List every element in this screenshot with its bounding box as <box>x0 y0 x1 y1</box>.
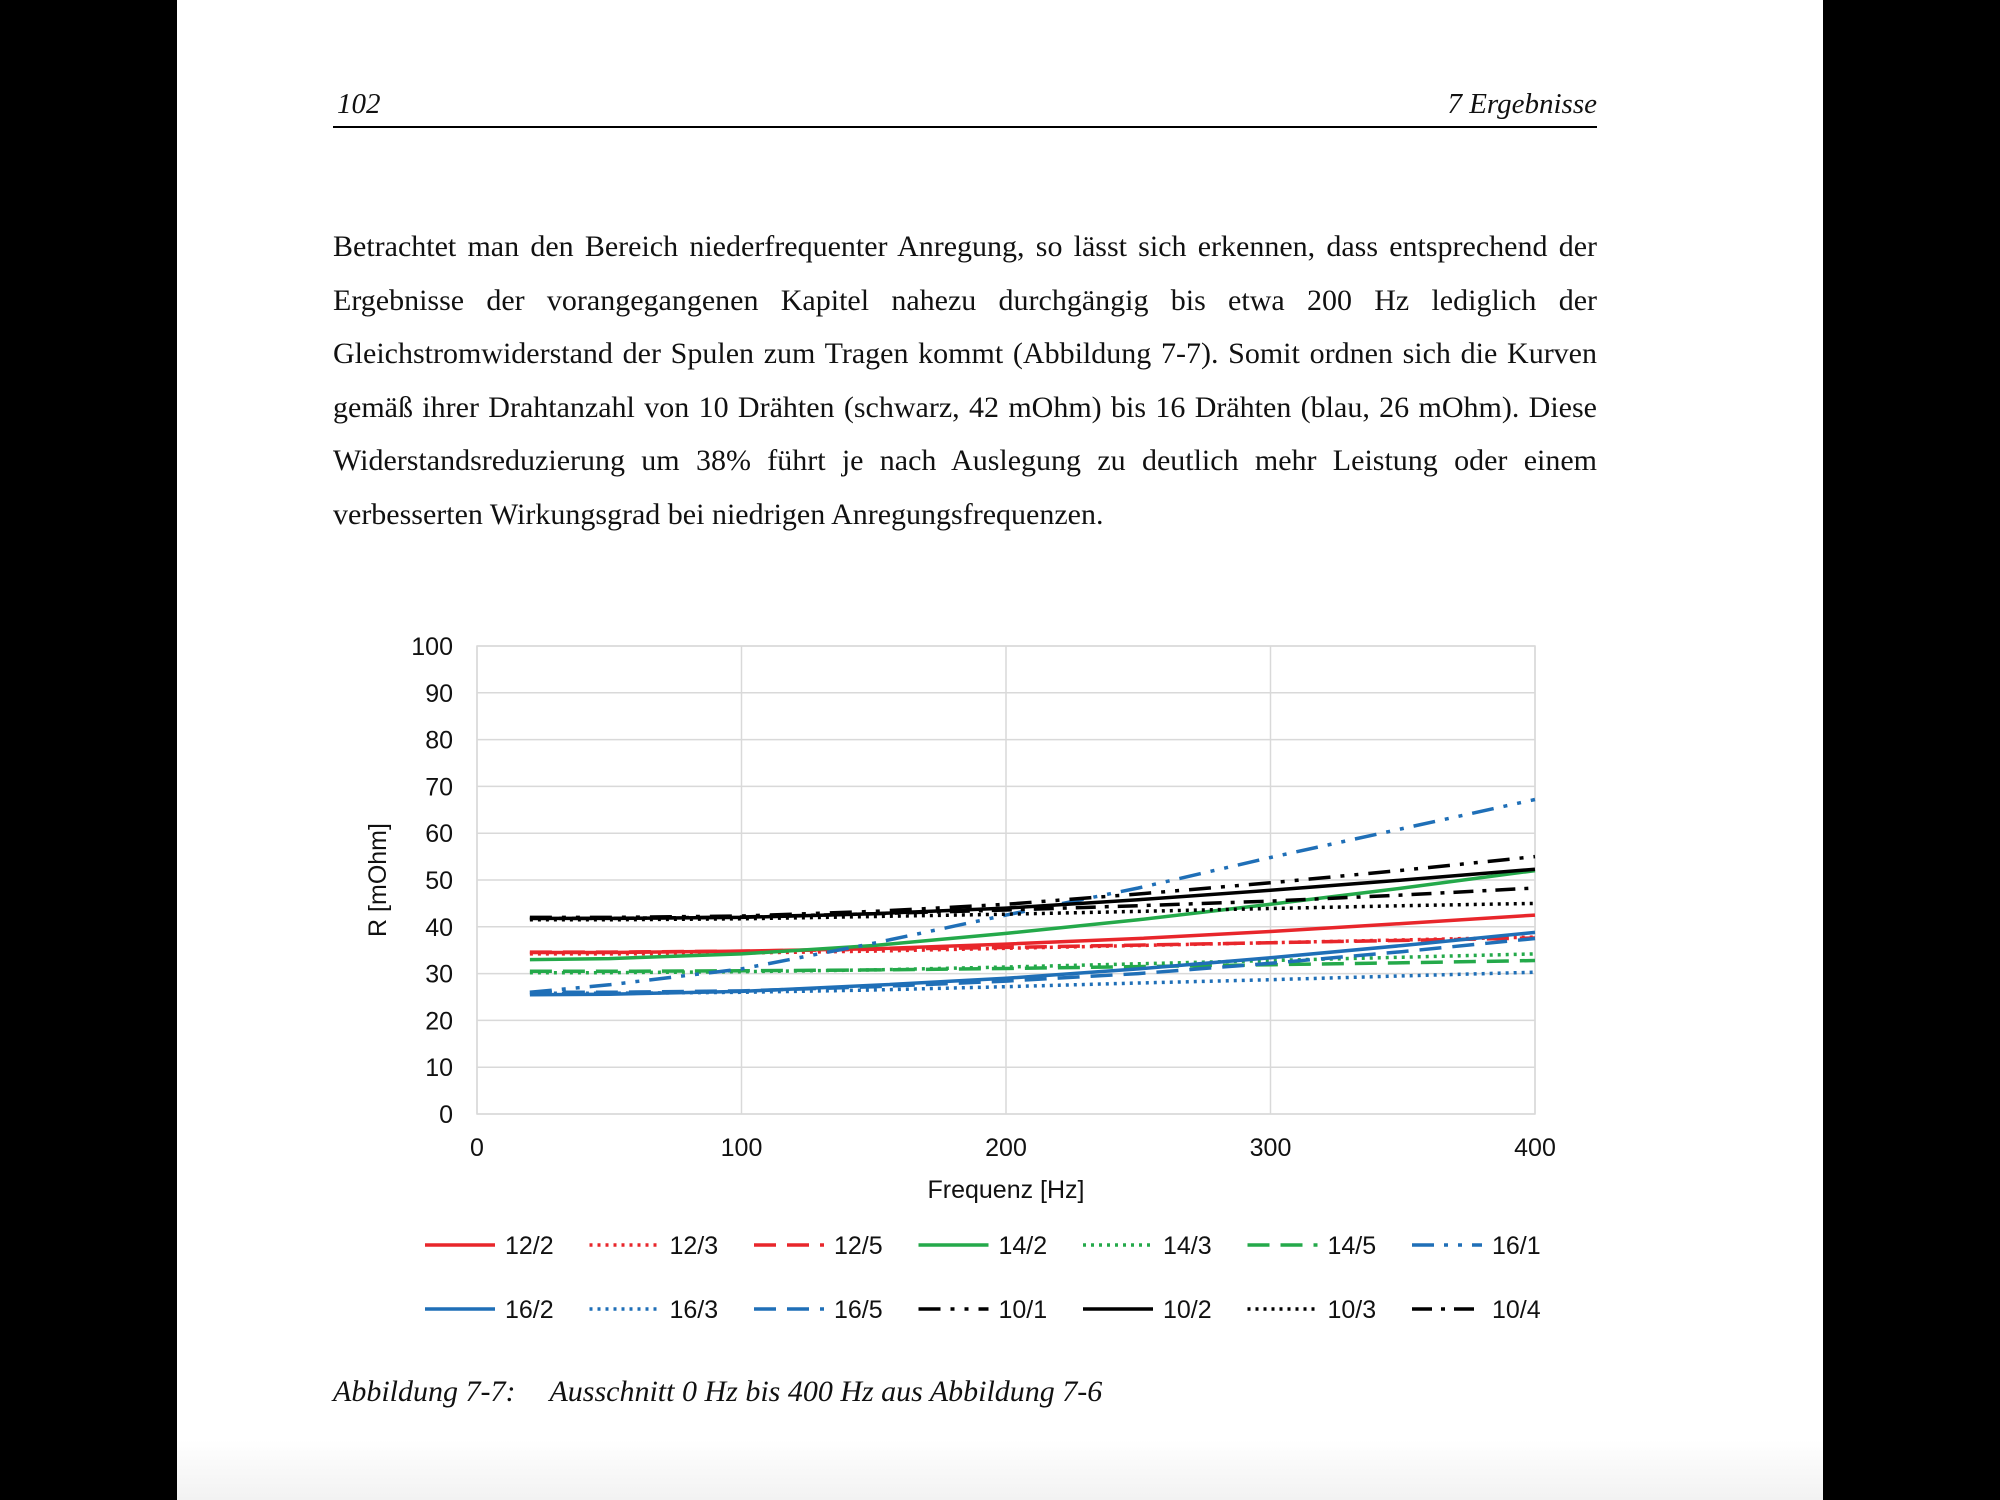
series-line-10-4 <box>530 888 1535 918</box>
legend-label-16-5: 16/5 <box>834 1296 883 1324</box>
y-tick-label: 10 <box>425 1054 453 1083</box>
y-tick-label: 80 <box>425 726 453 755</box>
x-tick-label: 0 <box>470 1134 484 1162</box>
chart-gridlines <box>477 646 1535 1114</box>
series-line-12-5 <box>530 938 1535 952</box>
y-tick-label: 30 <box>425 960 453 989</box>
y-tick-label: 100 <box>411 633 453 661</box>
legend-label-10-3: 10/3 <box>1327 1296 1377 1324</box>
legend-label-14-2: 14/2 <box>998 1232 1048 1260</box>
series-line-10-1 <box>530 857 1535 918</box>
y-tick-label: 20 <box>425 1007 453 1036</box>
legend-label-14-5: 14/5 <box>1327 1232 1377 1260</box>
legend-label-10-4: 10/4 <box>1492 1296 1541 1324</box>
series-line-10-2 <box>530 869 1535 918</box>
y-tick-label: 40 <box>425 913 453 942</box>
series-line-14-5 <box>530 961 1535 972</box>
x-axis-title: Frequenz [Hz] <box>927 1176 1085 1204</box>
legend-label-16-3: 16/3 <box>669 1296 719 1324</box>
figure-caption-label: Abbildung 7-7: <box>333 1375 516 1408</box>
x-tick-label: 200 <box>985 1134 1027 1162</box>
page-number: 102 <box>337 88 381 120</box>
legend-label-14-3: 14/3 <box>1163 1232 1212 1260</box>
legend-label-12-3: 12/3 <box>669 1232 719 1260</box>
y-tick-label: 50 <box>425 867 453 895</box>
figure-caption-text: Ausschnitt 0 Hz bis 400 Hz aus Abbildung 7-6 <box>549 1375 1103 1408</box>
legend-label-12-2: 12/2 <box>505 1232 554 1260</box>
x-tick-label: 400 <box>1514 1134 1556 1162</box>
x-tick-label: 100 <box>720 1134 763 1162</box>
chapter-title: 7 Ergebnisse <box>1447 88 1597 120</box>
x-tick-label: 300 <box>1249 1134 1292 1162</box>
legend-label-16-2: 16/2 <box>505 1296 554 1324</box>
legend-label-16-1: 16/1 <box>1492 1232 1541 1260</box>
legend-label-12-5: 12/5 <box>834 1232 883 1260</box>
y-tick-label: 70 <box>425 773 453 802</box>
chart-series <box>530 800 1535 995</box>
y-tick-label: 60 <box>425 820 453 849</box>
legend-label-10-2: 10/2 <box>1163 1296 1212 1324</box>
legend-label-10-1: 10/1 <box>998 1296 1048 1324</box>
y-tick-label: 90 <box>425 679 453 708</box>
y-axis-title: R [mOhm] <box>364 823 392 937</box>
body-paragraph: Betrachtet man den Bereich niederfrequenter Anregung, so lässt sich erkennen, dass entsprechend der Ergebnisse der vorangegangenen Kapitel nahezu durchgängig bis etwa 200 Hz lediglich der Gleichstromwiderstand der Spulen zum Tragen kommt (Abbildung 7-7). Somit ordnen sich die Kurven gemäß ihrer Drahtanzahl von 10 Drähten (schwarz, 42 mOhm) bis 16 Drähten (blau, 26 mOhm). Diese Widerstandsreduzierung um 38% führt je nach Auslegung zu deutlich mehr Leistung oder einem verbesserten Wirkungsgrad bei niedrigen Anregungsfrequenzen. <box>333 230 1597 531</box>
chart-legend <box>425 1232 1541 1324</box>
y-tick-label: 0 <box>439 1101 453 1129</box>
